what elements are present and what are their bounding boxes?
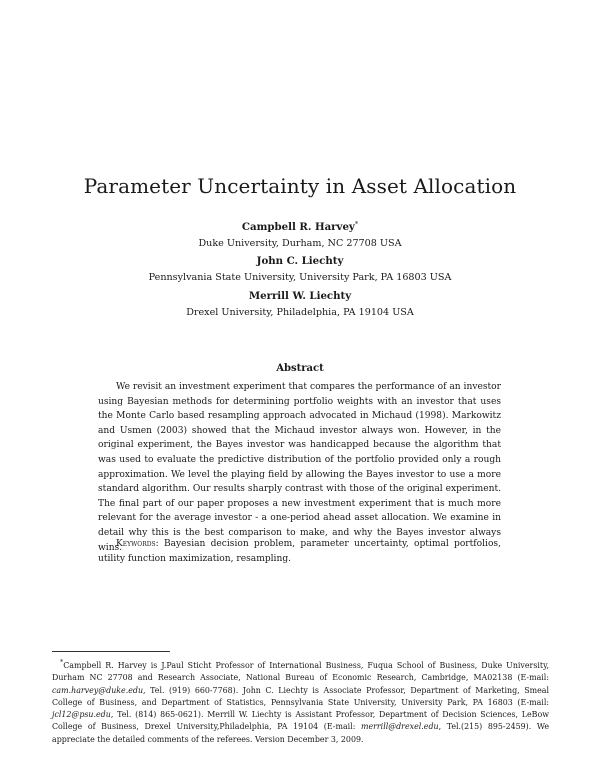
author-affiliation-3: Drexel University, Philadelphia, PA 19104 USA [186,307,414,318]
paper-title: Parameter Uncertainty in Asset Allocation [83,174,517,198]
author-name-2: John C. Liechty [256,255,344,267]
author-affiliation-2: Pennsylvania State University, University Park, PA 16803 USA [148,272,452,283]
author-name-3: Merrill W. Liechty [248,290,352,302]
abstract-heading: Abstract [276,363,324,374]
email-link[interactable]: jcl12@psu.edu [52,710,111,720]
abstract-text: We revisit an investment experiment that compares the performance of an investor using Bayesian methods for determining portfolio weights with an investor that uses the Monte Carlo based resampling approach advocated in Michaud (1998). Markowitz and Usmen (2003) showed that the Michaud investor always won. However, in the original experiment, the Bayes investor was handicapped because the algorithm that was used to evaluate the predictive distribution of the portfolio provided only a rough approximation. We level the playing field by allowing the Bayes investor to use a more standard algorithm. Our results sharply contrast with those of the original experiment. The final part of our paper proposes a new investment experiment that is much more relevant for the average investor - a one-period ahead asset allocation. We examine in detail why this is the best comparison to make, and why the Bayes investor always wins. [98,382,501,553]
footnote: *Campbell R. Harvey is J.Paul Sticht Professor of International Business, Fuqua School of Business, Duke University, Durham NC 27708 and Research Associate, National Bureau of Economic Research, Cambridge, MA02138 (E-mail: cam.harvey@duke.edu, Tel. (919) 660-7768). John C. Liechty is Associate Professor, Department of Marketing, Smeal College of Business, and Department of Statistics, Pennsylvania State University, University Park, PA 16803 (E-mail: jcl12@psu.edu, Tel. (814) 865-0621). Merrill W. Liechty is Assistant Professor, Department of Decision Sciences, LeBow College of Business, Drexel University,Philadelphia, PA 19104 (E-mail: merrill@drexel.edu, Tel.(215) 895-2459). We appreciate the detailed comments of the referees. Version December 3, 2009. [52,658,549,744]
keywords-text: Bayesian decision problem, parameter uncertainty, optimal portfolios, utility function maximization, resampling. [98,539,501,564]
footnote-marker: * [60,658,64,666]
keywords [98,537,501,566]
author-affiliation-1: Duke University, Durham, NC 27708 USA [198,238,402,249]
email-link[interactable]: merrill@drexel.edu [360,722,439,732]
author-name-1: Campbell R. Harvey* [241,220,359,233]
email-link[interactable]: cam.harvey@duke.edu [52,685,144,695]
keywords-label: Keywords: [116,539,159,549]
footnote-marker: * [354,220,359,228]
footnote-rule [52,651,170,652]
